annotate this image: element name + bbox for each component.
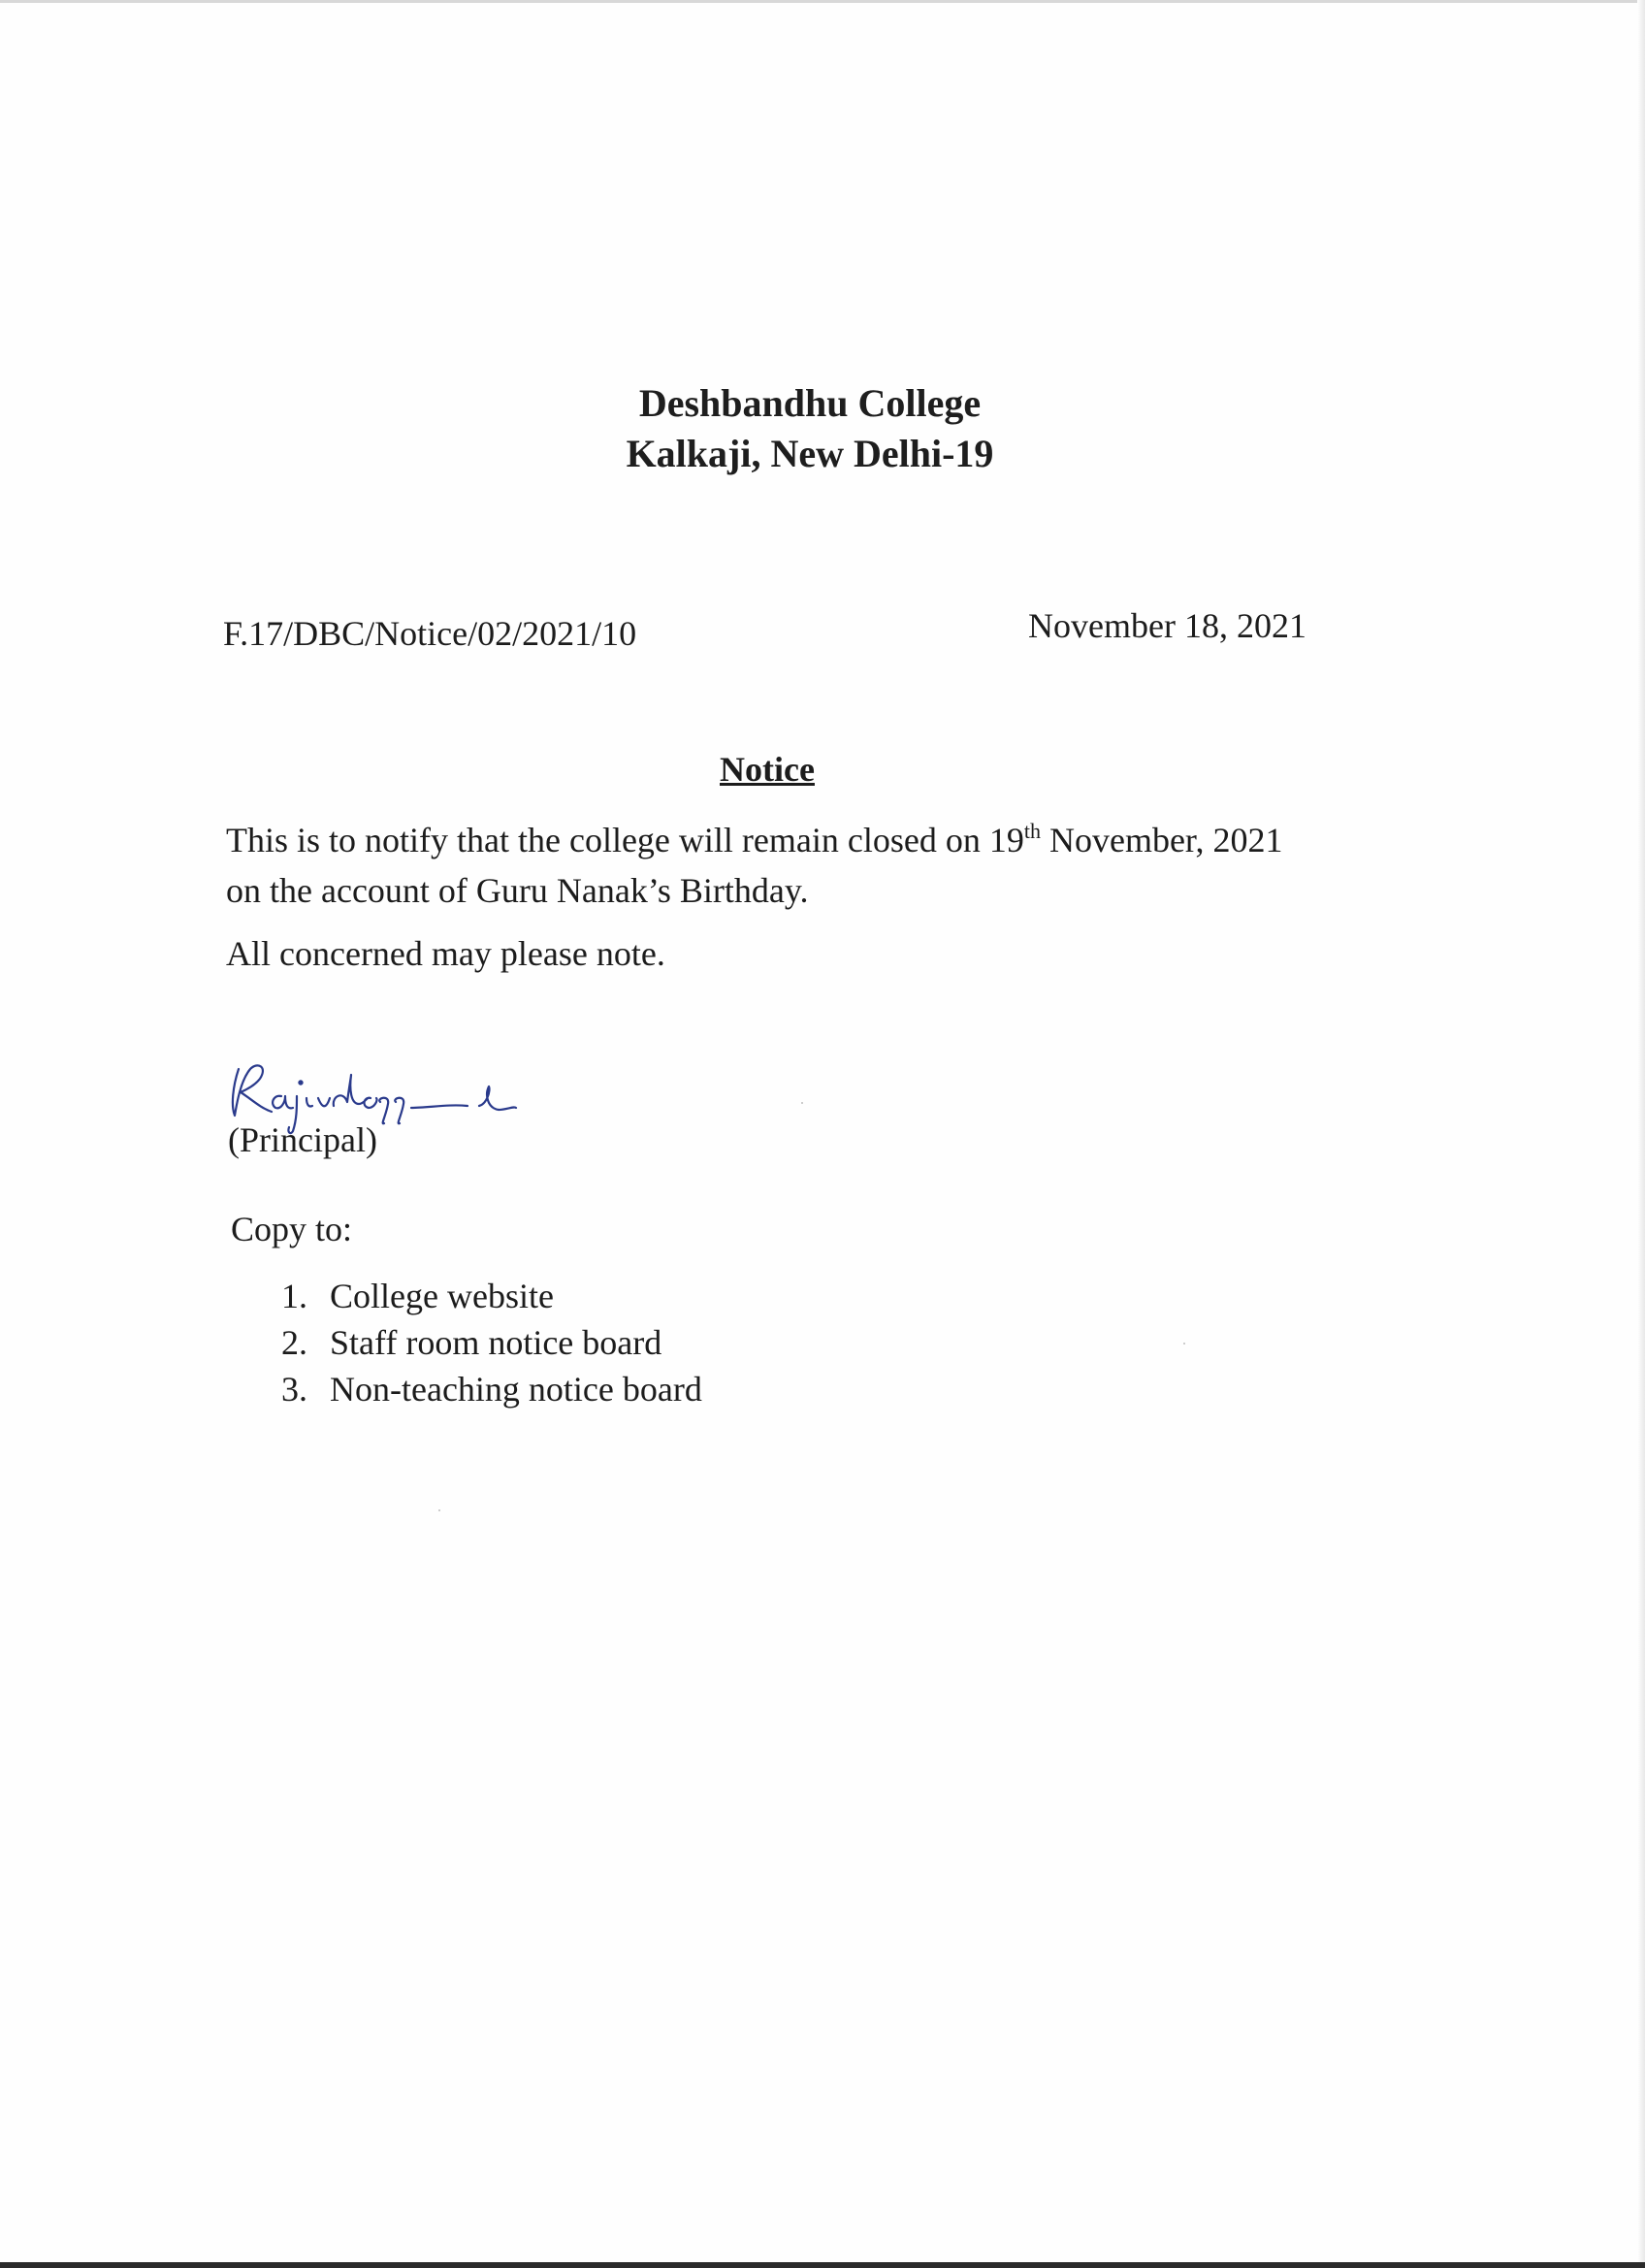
scan-right-edge [1637, 0, 1645, 2268]
notice-body [226, 815, 1390, 916]
scan-speck [1183, 1343, 1185, 1345]
list-item [281, 1273, 702, 1319]
notice-date: November 18, 2021 [1028, 606, 1306, 645]
signatory-designation: (Principal) [228, 1120, 377, 1159]
notice-title: Notice [720, 750, 815, 789]
list-item [281, 1319, 702, 1366]
copy-to-list [281, 1273, 702, 1412]
letterhead [0, 378, 1620, 479]
list-item-number: 3. [281, 1370, 307, 1409]
notice-line-1-text: This is to notify that the college will remain closed on 19 [226, 821, 1024, 859]
notice-note: All concerned may please note. [226, 934, 665, 973]
list-item-text: Non-teaching notice board [330, 1370, 702, 1409]
scan-top-edge [0, 0, 1645, 3]
list-item-number: 1. [281, 1277, 307, 1315]
list-item [281, 1366, 702, 1412]
notice-line-1-date: November, 2021 [1040, 821, 1283, 859]
notice-line-2: on the account of Guru Nanak’s Birthday. [226, 871, 809, 910]
notice-line-1 [226, 815, 1390, 865]
list-item-number: 2. [281, 1323, 307, 1362]
ordinal-suffix: th [1023, 819, 1041, 843]
college-name: Deshbandhu College [638, 381, 982, 425]
reference-number: F.17/DBC/Notice/02/2021/10 [223, 614, 637, 653]
scan-bottom-edge [0, 2262, 1645, 2268]
scan-speck [801, 1102, 803, 1104]
scan-speck [438, 1509, 440, 1511]
list-item-text: Staff room notice board [330, 1323, 662, 1362]
copy-to-label: Copy to: [231, 1210, 353, 1248]
list-item-text: College website [330, 1277, 554, 1315]
college-address: Kalkaji, New Delhi-19 [626, 432, 994, 475]
